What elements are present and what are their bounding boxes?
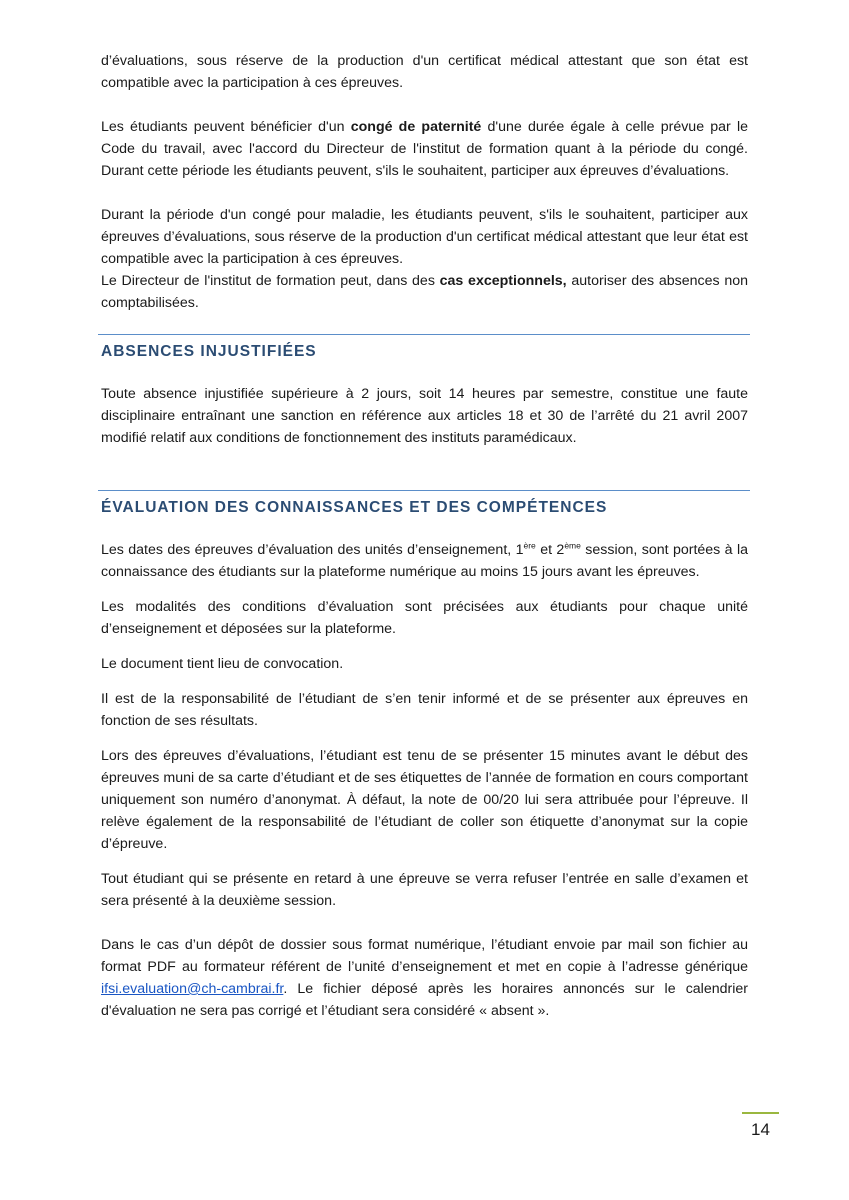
paragraph-convocation: Le document tient lieu de convocation. [101, 656, 344, 672]
document-page [101, 50, 748, 1022]
paragraph-evaluation-dates: Les dates des épreuves d’évaluation des unités d’enseignement, 1ère et 2ème session, sont portées à la connaissance des étudiants sur la plateforme numérique au moins 15 jours avant les épreuves. [101, 540, 748, 580]
bold-exceptional-cases: cas exceptionnels, [439, 273, 567, 289]
bold-paternity-leave: congé de paternité [350, 119, 482, 135]
evaluation-email-link[interactable]: ifsi.evaluation@ch-cambrai.fr [101, 981, 284, 997]
paragraph-late-arrival: Tout étudiant qui se présente en retard à une épreuve se verra refuser l’entrée en salle d’examen et sera présenté à la deuxième session. [101, 871, 748, 909]
paragraph-sick-leave: Durant la période d'un congé pour maladie, les étudiants peuvent, s'ils le souhaitent, participer aux épreuves d’évaluations, sous réserve de la production d'un certificat médical attestant que leur état est compatible avec la participation à ces épreuves. [101, 207, 748, 267]
paragraph-exceptional-cases: Le Directeur de l'institut de formation peut, dans des cas exceptionnels, autoriser des absences non comptabilisées. [101, 273, 749, 311]
section-divider [98, 334, 750, 335]
paragraph-paternity-leave: Les étudiants peuvent bénéficier d'un congé de paternité d'une durée égale à celle prévue par le Code du travail, avec l'accord du Directeur de l'institut de formation quant à la période du congé. Durant cette période les étudiants peuvent, s'ils le souhaitent, participer aux épreuves d’évaluations. [101, 119, 748, 179]
paragraph-evaluations-continued: d’évaluations, sous réserve de la production d'un certificat médical attestant que son état est compatible avec la participation à ces épreuves. [101, 53, 748, 91]
section-divider [98, 490, 750, 491]
paragraph-evaluation-modalities: Les modalités des conditions d’évaluation sont précisées aux étudiants pour chaque unité d’enseignement et déposées sur la plateforme. [101, 599, 748, 637]
page-number: 14 [751, 1120, 770, 1139]
paragraph-exam-arrival: Lors des épreuves d’évaluations, l’étudiant est tenu de se présenter 15 minutes avant le début des épreuves muni de sa carte d’étudiant et de ses étiquettes de l’année de formation en cours comportant uniquement son numéro d’anonymat. À défaut, la note de 00/20 lui sera attribuée pour l’épreuve. Il relève également de la responsabilité de l’étudiant de coller son étiquette d’anonymat sur la copie d’épreuve. [101, 748, 748, 852]
paragraph-unjustified-absence: Toute absence injustifiée supérieure à 2 jours, soit 14 heures par semestre, constitue une faute disciplinaire entraînant une sanction en référence aux articles 18 et 30 de l’arrêté du 21 avril 2007 modifié relatif aux conditions de fonctionnement des instituts paramédicaux. [101, 386, 748, 446]
paragraph-student-responsibility: Il est de la responsabilité de l’étudiant de s’en tenir informé et de se présenter aux épreuves en fonction de ses résultats. [101, 691, 748, 729]
heading-unjustified-absences: ABSENCES INJUSTIFIÉES [101, 343, 317, 360]
heading-evaluation: ÉVALUATION DES CONNAISSANCES ET DES COMPÉTENCES [101, 499, 608, 516]
footer-divider [742, 1112, 779, 1114]
paragraph-digital-submission: Dans le cas d’un dépôt de dossier sous format numérique, l’étudiant envoie par mail son fichier au format PDF au formateur référent de l’unité d’enseignement et met en copie à l’adresse générique ifsi.evaluation@ch-cambrai.fr. Le fichier déposé après les horaires annoncés sur le calendrier d'évaluation ne sera pas corrigé et l’étudiant sera considéré « absent ». [101, 937, 748, 1019]
